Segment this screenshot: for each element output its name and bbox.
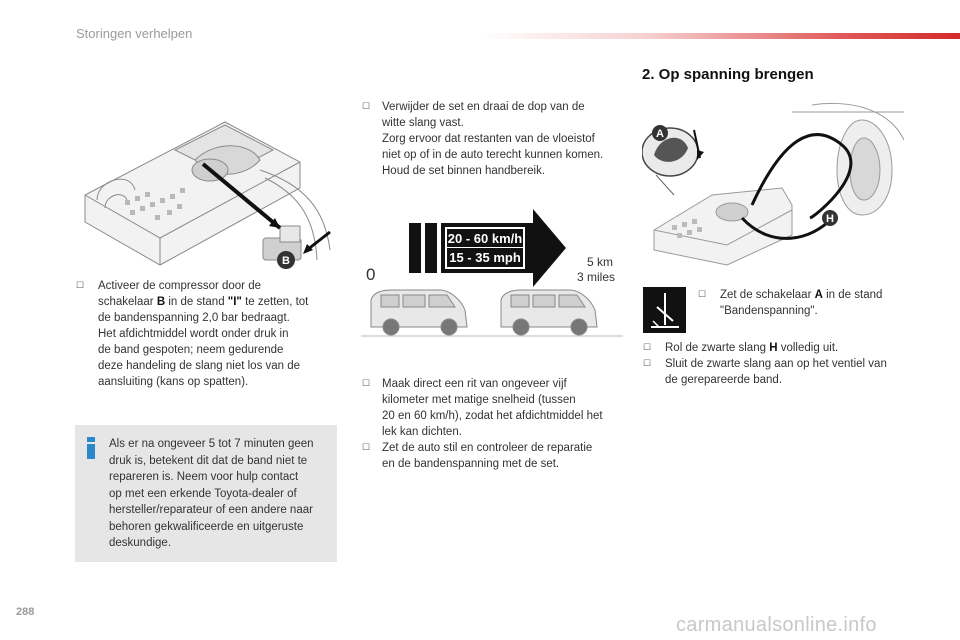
bullet-icon: ☐: [362, 378, 371, 388]
callout-h: H: [826, 213, 834, 225]
text-line: niet op of in de auto terecht kunnen komen.: [382, 149, 604, 161]
header-accent-bar: [480, 33, 960, 39]
bullet-icon: ☐: [643, 358, 652, 368]
connect-illustration: [642, 100, 904, 270]
compressor-illustration: [75, 100, 337, 280]
section-title: 2. Op spanning brengen: [642, 66, 814, 83]
callout-b: B: [282, 255, 290, 267]
switch-label-a: A: [814, 289, 823, 301]
text-line: Sluit de zwarte slang aan op het ventiel van: [665, 358, 887, 370]
text-line: lek kan dichten.: [382, 426, 462, 438]
callout-a: A: [656, 128, 664, 140]
text-line: de bandenspanning 2,0 bar bedraagt.: [98, 312, 290, 324]
info-line: Als er na ongeveer 5 tot 7 minuten geen: [109, 438, 314, 450]
step-activate-text: [98, 278, 338, 390]
text-line: Het afdichtmiddel wordt onder druk in: [98, 328, 289, 340]
distance-zero-label: 0: [366, 265, 376, 284]
step-switch-a: [698, 287, 908, 319]
bullet-icon: ☐: [643, 342, 652, 352]
compressor-figure: [75, 100, 337, 280]
bullet-icon: ☐: [698, 289, 707, 299]
text-line: deze handeling de slang niet los van de: [98, 360, 301, 372]
watermark: carmanualsonline.info: [676, 614, 877, 636]
speed-mph-label: 15 - 35 mph: [449, 250, 521, 265]
step-unroll-text: [665, 340, 908, 356]
switch-closeup: [642, 128, 698, 195]
switch-label-b: B: [156, 296, 166, 308]
text-line: Zorg ervoor dat restanten van de vloeistof: [382, 133, 595, 145]
distance-km-label: 5 km: [587, 255, 614, 269]
text-line: 20 en 60 km/h), zodat het afdichtmiddel het: [382, 410, 603, 422]
text-line: Activeer de compressor door de: [98, 280, 261, 292]
step-remove-text: [382, 99, 624, 179]
inflate-symbol: [643, 287, 686, 333]
drive-figure: [361, 205, 623, 340]
text-line: Maak direct een rit van ongeveer vijf: [382, 378, 567, 390]
page-number: 288: [16, 606, 35, 618]
text-line: Rol de zwarte slang H volledig uit.: [665, 342, 839, 354]
info-line: hersteller/reparateur of een andere naar: [109, 504, 313, 516]
bullet-icon: ☐: [76, 280, 85, 290]
text-line: Houd de set binnen handbereik.: [382, 165, 546, 177]
info-line: op met een erkende Toyota-dealer of: [109, 487, 297, 500]
step-connect-hose: [643, 356, 913, 388]
distance-miles-label: 3 miles: [577, 270, 616, 284]
inflate-sign-icon: [643, 287, 686, 333]
step-unroll-hose: [643, 340, 908, 356]
speed-kmh-label: 20 - 60 km/h: [447, 231, 523, 246]
info-line: repareren is. Neem voor hulp contact: [109, 471, 299, 483]
drive-illustration: [361, 205, 623, 340]
connect-figure: [642, 100, 904, 270]
van-illustration-1: [371, 290, 467, 335]
info-line: druk is, betekent dit dat de band niet te: [109, 454, 308, 467]
step-stop: [362, 440, 624, 472]
bullet-icon: ☐: [362, 442, 371, 452]
info-line: behoren gekwalificeerde en uitgeruste: [109, 520, 304, 533]
text-line: kilometer met matige snelheid (tussen: [382, 394, 576, 406]
text-line: Zet de auto stil en controleer de reparatie: [382, 442, 593, 454]
text-line: Verwijder de set en draai de dop van de: [382, 101, 585, 113]
hose-label-h: H: [769, 342, 778, 354]
text-line: Zet de schakelaar A in de stand: [720, 289, 883, 301]
text-line: witte slang vast.: [382, 117, 464, 129]
step-remove-kit: [362, 99, 624, 179]
step-activate-compressor: [76, 278, 338, 390]
text-line: de band gespoten; neem gedurende: [98, 344, 284, 356]
bullet-icon: ☐: [362, 101, 371, 111]
van-illustration-2: [501, 290, 597, 335]
step-connect-text: [665, 356, 913, 388]
step-drive: [362, 376, 624, 440]
step-stop-text: [382, 440, 624, 472]
step-drive-text: [382, 376, 624, 440]
text-line: aansluiting (kans op spatten).: [98, 376, 249, 388]
header-title: Storingen verhelpen: [76, 26, 193, 41]
info-text: [109, 436, 334, 552]
step-switch-text: [720, 287, 908, 319]
text-line: schakelaar B in de stand "I" te zetten, tot: [98, 296, 309, 308]
info-icon: [85, 437, 97, 459]
info-line: deskundige.: [109, 537, 172, 549]
text-line: "Bandenspanning".: [720, 305, 818, 317]
text-line: de gerepareerde band.: [665, 374, 783, 386]
text-line: en de bandenspanning met de set.: [382, 458, 560, 470]
